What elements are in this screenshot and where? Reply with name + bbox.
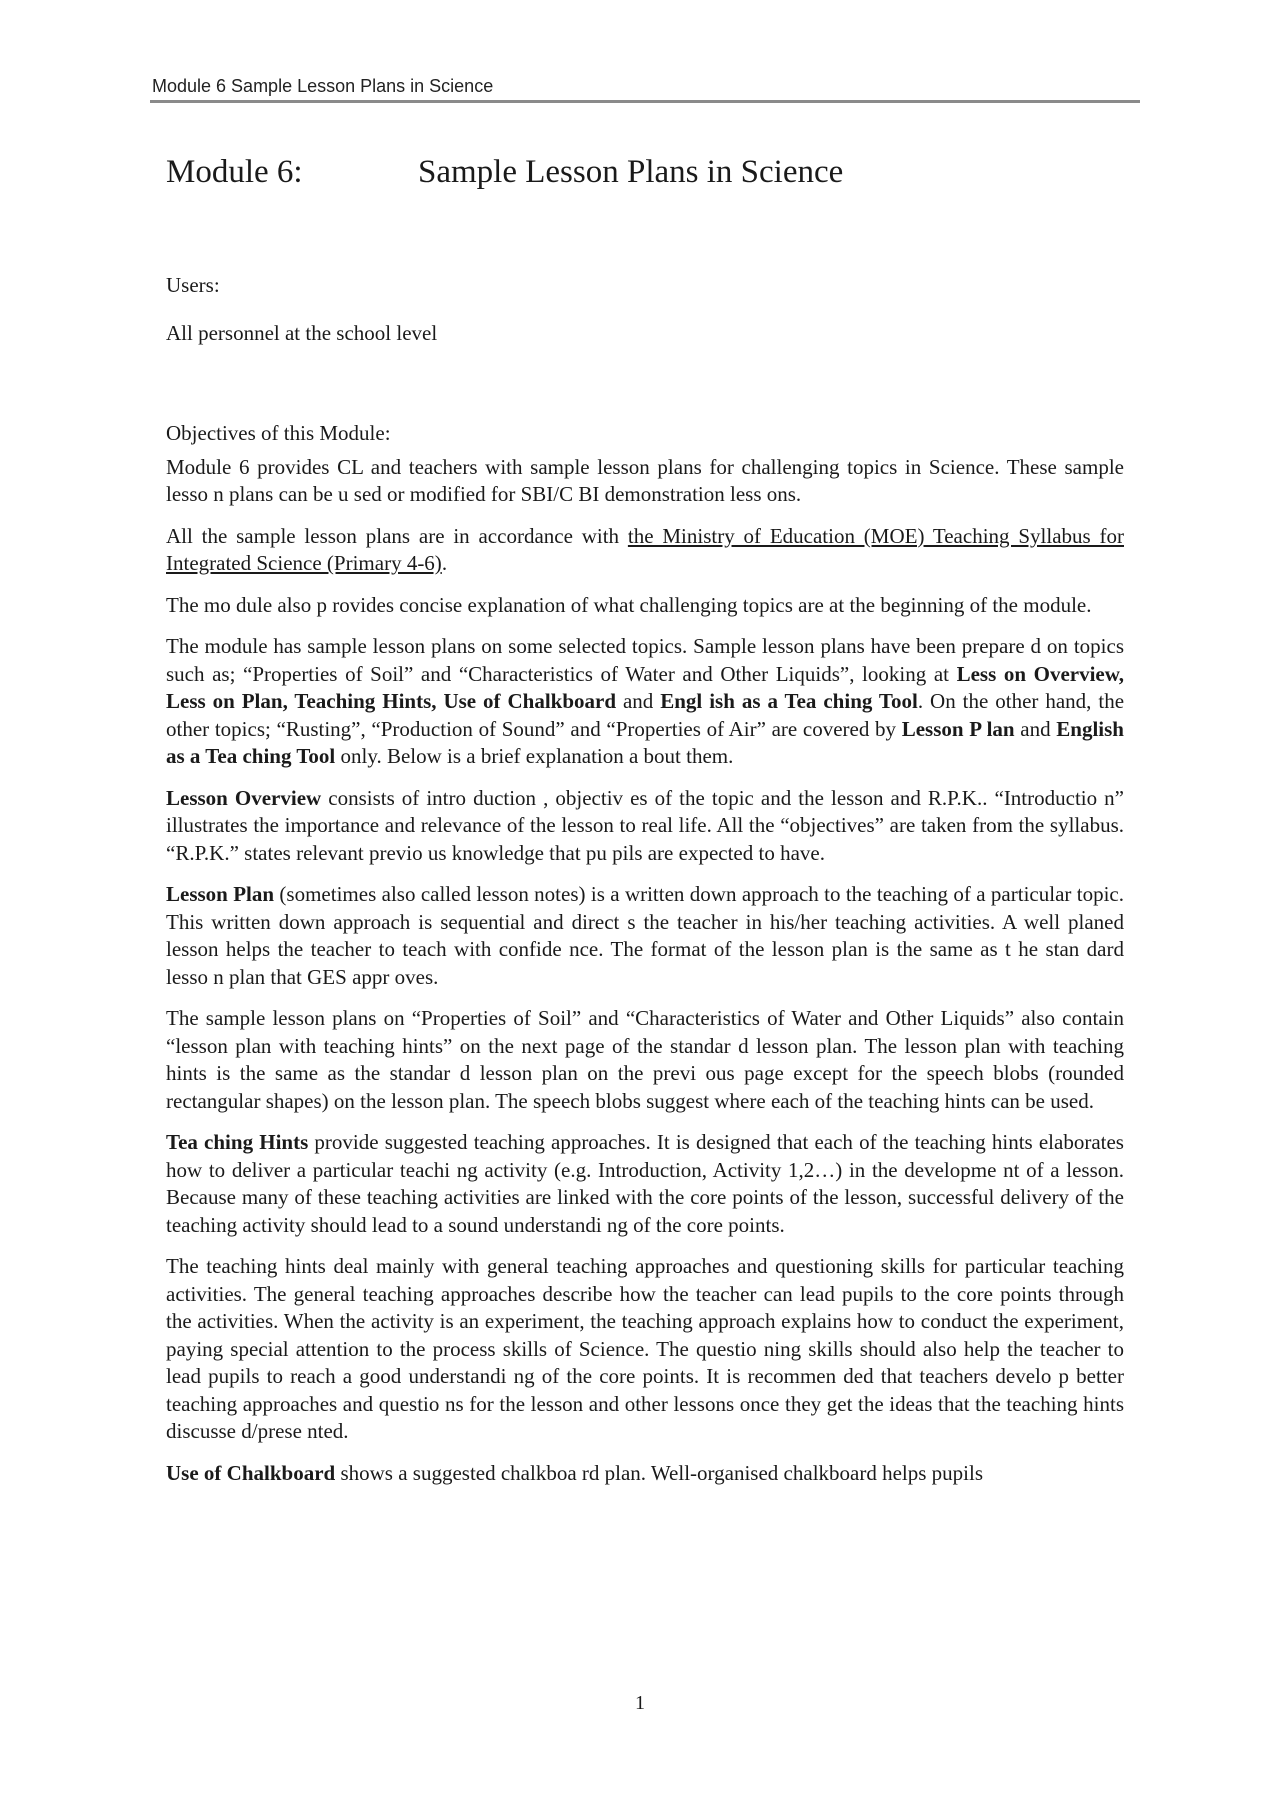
paragraph-chalkboard: Use of Chalkboard shows a suggested chalkboa rd plan. Well-organised chalkboard helps pupils [166, 1460, 984, 1485]
document-body [166, 272, 1124, 1487]
paragraph-sample-topics: The module has sample lesson plans on some selected topics. Sample lesson plans have been prepare d on topics such as; “Properties of Soil” and “Characteristics of Water and Other Liquids”, looking at Less on Overview, Less on Plan, Teaching Hints, Use of Chalkboard and Engl ish as a Tea ching Tool. On the other hand, the other topics; “Rusting”, “Production of Sound” and “Properties of Air” are covered by Lesson P lan and English as a Tea ching Tool only. Below is a brief explanation a bout them. [166, 634, 1125, 768]
users-label: Users: [166, 273, 220, 297]
paragraph-teaching-approaches: The teaching hints deal mainly with general teaching approaches and questioning skills for particular teaching activities. The general teaching approaches describe how the teacher can lead pupils to the core points through the activities. When the activity is an experiment, the teaching approach explains how to conduct the experiment, paying special attention to the process skills of Science. The questio ning skills should also help the teacher to lead pupils to reach a good understandi ng of the core points. It is recommen ded that teachers develo p better teaching approaches and questio ns for the lesson and other lessons once they get the ideas that the teaching hints discusse d/prese nted. [166, 1254, 1124, 1443]
paragraph-lesson-overview: Lesson Overview consists of intro duction , objectiv es of the topic and the lesson and R.P.K.. “Introductio n” illustrates the importance and relevance of the lesson to real life. All the “objectives” are taken from the syllabus. “R.P.K.” states relevant previo us knowledge that pu pils are expected to have. [166, 785, 1124, 865]
page-title: Sample Lesson Plans in Science [418, 154, 844, 190]
paragraph-teaching-hints-blobs: The sample lesson plans on “Properties of Soil” and “Characteristics of Water and Other Liquids” also contain “lesson plan with teaching hints” on the next page of the standar d lesson plan. The lesson plan with teaching hints is the same as the standar d lesson plan on the previ ous page except for the speech blobs (rounded rectangular shapes) on the lesson plan. The speech blobs suggest where each of the teaching hints can be used. [166, 1006, 1124, 1113]
module-number: Module 6: [166, 154, 303, 190]
paragraph-lesson-plan: Lesson Plan (sometimes also called lesson notes) is a written down approach to the teaching of a particular topic. This written down approach is sequential and direct s the teacher in his/her teaching activities. A well planed lesson helps the teacher to teach with confide nce. The format of the lesson plan is the same as t he stan dard lesso n plan that GES appr oves. [166, 882, 1124, 989]
objectives-paragraph-3: The mo dule also p rovides concise explanation of what challenging topics are at the beginning of the module. [166, 592, 1092, 617]
syllabus-reference: the Ministry of Education (MOE) Teaching Syllabus for Integrated Science (Primary 4-6) [166, 523, 1124, 575]
paragraph-teaching-hints: Tea ching Hints provide suggested teaching approaches. It is designed that each of the teaching hints elaborates how to deliver a particular teachi ng activity (e.g. Introduction, Activity 1,2…) in the developme nt of a lesson. Because many of these teaching activities are linked with the core points of the lesson, successful delivery of the teaching activity should lead to a sound understandi ng of the core points. [166, 1130, 1124, 1237]
page-number: 1 [635, 1692, 645, 1714]
running-header: Module 6 Sample Lesson Plans in Science [152, 76, 494, 96]
users-text: All personnel at the school level [166, 320, 438, 345]
objectives-heading: Objectives of this Module: [166, 421, 391, 445]
objectives-paragraph-2: All the sample lesson plans are in accordance with the Ministry of Education (MOE) Teaching Syllabus for Integrated Science (Primary 4-6). [166, 523, 1124, 575]
header-rule [150, 100, 1140, 103]
objectives-paragraph-1: Module 6 provides CL and teachers with sample lesson plans for challenging topics in Science. These sample lesso n plans can be u sed or modified for SBI/C BI demonstration less ons. [166, 454, 1124, 506]
